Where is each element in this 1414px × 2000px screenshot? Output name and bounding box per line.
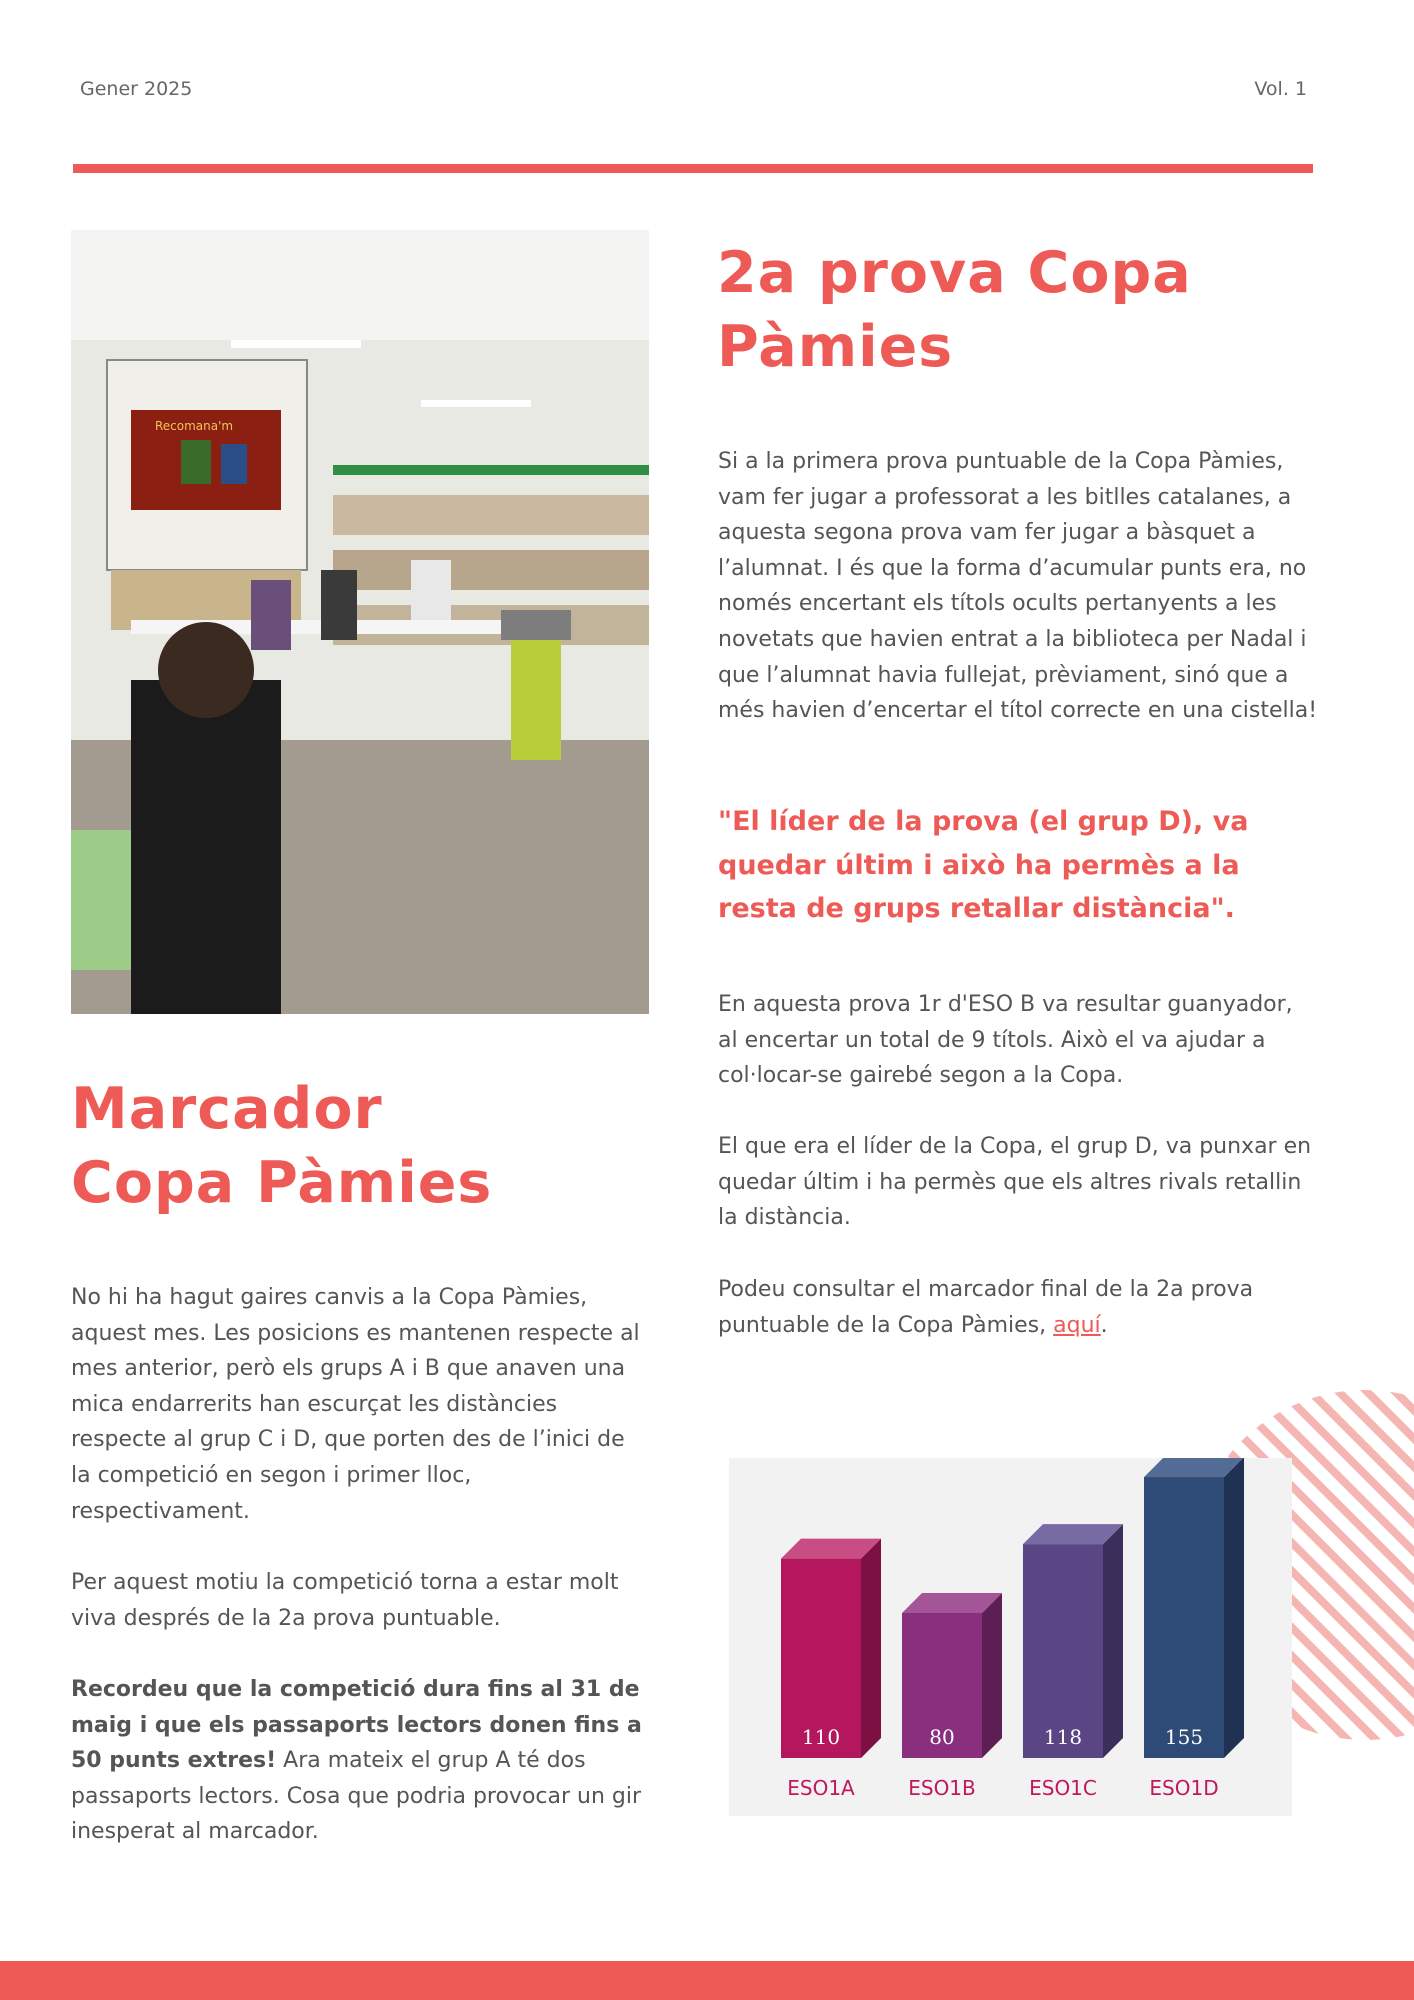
scoreboard-text-end: . bbox=[1100, 1312, 1108, 1338]
photo-student-2 bbox=[321, 570, 357, 640]
bar-side-ESO1C bbox=[1103, 1524, 1123, 1758]
scoreboard-reminder: Recordeu que la competició dura fins al 31 de maig i que els passaports lectors donen fins a 50 punts extres! bbox=[71, 1677, 642, 1774]
category-label-ESO1D: ESO1D bbox=[1149, 1776, 1219, 1800]
article-paragraph-winner: En aquesta prova 1r d'ESO B va resultar guanyador, al encertar un total de 9 títols. Això el va ajudar a col·locar-se gairebé segon a la Copa. bbox=[718, 992, 1293, 1089]
scoreboard-paragraph-3 bbox=[71, 1672, 646, 1850]
bar-side-ESO1B bbox=[982, 1593, 1002, 1758]
photo-ceiling bbox=[71, 230, 649, 340]
photo-basket bbox=[501, 610, 571, 640]
issue-date: Gener 2025 bbox=[80, 78, 193, 100]
photo-student-3 bbox=[411, 560, 451, 620]
photo-foreground-head bbox=[158, 622, 254, 718]
bar-side-ESO1D bbox=[1224, 1458, 1244, 1758]
scoreboard-paragraph-1: No hi ha hagut gaires canvis a la Copa Pàmies, aquest mes. Les posicions es mantenen respecte al mes anterior, però els grups A i B que anaven una mica endarrerits han escurçat les distàncies respecte al grup C i D, que porten des de l’inici de la competició en segon i primer lloc, respectivament. bbox=[71, 1285, 640, 1524]
article-paragraph-scoreboard bbox=[718, 1272, 1318, 1343]
bar-value-label-ESO1C: 118 bbox=[1043, 1725, 1083, 1749]
bar-value-label-ESO1D: 155 bbox=[1164, 1725, 1204, 1749]
scoreboard-bar-chart bbox=[729, 1458, 1292, 1816]
photo-foreground-student bbox=[131, 680, 281, 1014]
chart-canvas bbox=[729, 1458, 1292, 1816]
scoreboard-text: Podeu consultar el marcador final de la 2a prova puntuable de la Copa Pàmies, bbox=[718, 1277, 1254, 1338]
article-intro-paragraph: Si a la primera prova puntuable de la Copa Pàmies, vam fer jugar a professorat a les bitlles catalanes, a aquesta segona prova vam fer jugar a bàsquet a l’alumnat. I és que la forma d’acumular punts era, no només encertant els títols ocults pertanyents a les novetats que havien entrat a la biblioteca per Nadal i que l’alumnat havia fullejat, prèviament, sinó que a més havien d’encertar el títol correcte en una cistella! bbox=[718, 449, 1318, 724]
photo-shelf-books-1 bbox=[333, 495, 649, 535]
header-divider bbox=[73, 164, 1313, 173]
issue-volume: Vol. 1 bbox=[1254, 78, 1307, 100]
photo-ceiling-light-2 bbox=[421, 400, 531, 407]
category-label-ESO1B: ESO1B bbox=[908, 1776, 976, 1800]
library-classroom-photo bbox=[71, 230, 649, 1014]
photo-book-cover-2 bbox=[221, 444, 247, 484]
scoreboard-paragraph-2: Per aquest motiu la competició torna a estar molt viva després de la 2a prova puntuable. bbox=[71, 1570, 619, 1631]
category-label-ESO1C: ESO1C bbox=[1029, 1776, 1097, 1800]
photo-screen-text: Recomana'm bbox=[155, 419, 234, 433]
bar-ESO1D bbox=[1144, 1477, 1224, 1758]
photo-shelf-books-2 bbox=[333, 550, 649, 590]
photo-book-cover-1 bbox=[181, 440, 211, 484]
bar-value-label-ESO1B: 80 bbox=[929, 1725, 955, 1749]
footer-bar bbox=[0, 1961, 1414, 2000]
scoreboard-reminder-rest: Ara mateix el grup A té dos passaports lectors. Cosa que podria provocar un gir inesperat al marcador. bbox=[71, 1748, 642, 1845]
bar-value-label-ESO1A: 110 bbox=[801, 1725, 841, 1749]
bar-side-ESO1A bbox=[861, 1539, 881, 1758]
pull-quote: "El líder de la prova (el grup D), va quedar últim i això ha permès a la resta de grups retallar distància". bbox=[718, 806, 1249, 924]
article-paragraph-leader: El que era el líder de la Copa, el grup D, va punxar en quedar últim i ha permès que els altres rivals retallin la distància. bbox=[718, 1134, 1312, 1231]
category-label-ESO1A: ESO1A bbox=[787, 1776, 855, 1800]
photo-student-1 bbox=[251, 580, 291, 650]
scoreboard-link[interactable]: aquí bbox=[1053, 1312, 1101, 1338]
photo-green-seat bbox=[71, 830, 131, 970]
scoreboard-title: Marcador Copa Pàmies bbox=[71, 1076, 493, 1216]
photo-shelf-top bbox=[333, 465, 649, 475]
article-title-copa-pamies: 2a prova Copa Pàmies bbox=[717, 240, 1192, 380]
photo-ceiling-light bbox=[231, 340, 361, 348]
